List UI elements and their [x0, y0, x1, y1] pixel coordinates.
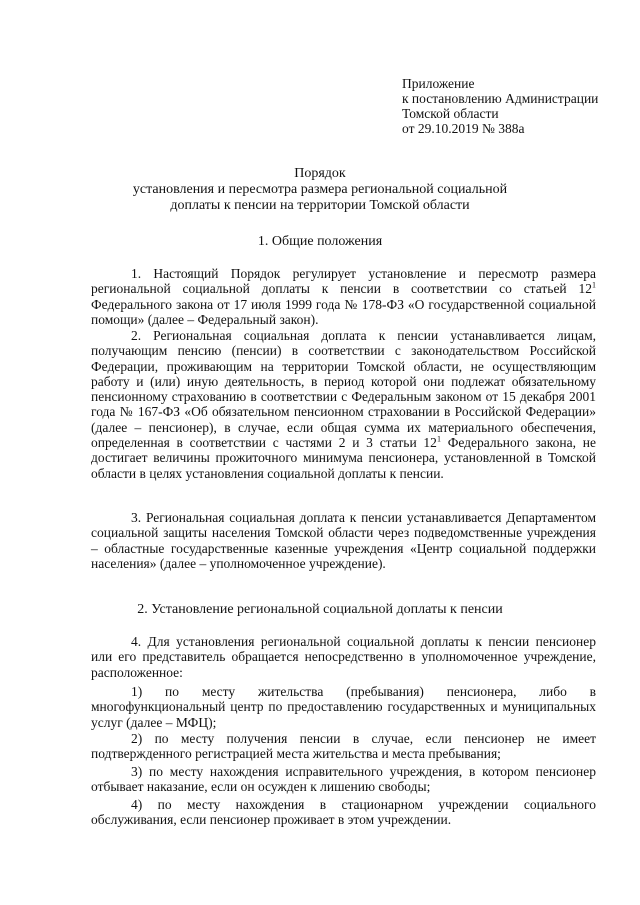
list-item-2: 2) по месту получения пенсии в случае, если пенсионер не имеет подтвержденного регистрацией места жительства и места пребывания; — [91, 731, 596, 762]
appendix-line-2: к постановлению Администрации — [402, 91, 599, 106]
appendix-line-4: от 29.10.2019 № 388а — [402, 121, 525, 136]
paragraph-4: 4. Для установления региональной социальной доплаты к пенсии пенсионер или его представитель обращается непосредственно в уполномоченное учреждение, расположенное: — [91, 634, 596, 680]
document-title: Порядок — [294, 166, 346, 181]
document-subtitle-line-1: установления и пересмотра размера региональной социальной — [132, 182, 508, 197]
paragraph-1-text-a: 1. Настоящий Порядок регулирует установление и пересмотр размера региональной социальной доплаты к пенсии в соответствии со статьей 12 — [91, 266, 596, 297]
section-1-heading: 1. Общие положения — [257, 234, 383, 249]
appendix-line-1: Приложение — [402, 76, 475, 91]
document-subtitle-line-2: доплаты к пенсии на территории Томской области — [170, 198, 470, 213]
list-item-3: 3) по месту нахождения исправительного учреждения, в котором пенсионер отбывает наказание, если он осужден к лишению свободы; — [91, 764, 596, 795]
paragraph-2-sup: 1 — [436, 434, 441, 444]
paragraph-2-text-a: 2. Региональная социальная доплата к пенсии устанавливается лицам, получающим пенсию (пенсии) в соответствии с законодательством Российской Федерации, проживающим на территории Томской области, не осуществляющим работу и (или) иную деятельность, в период которой они подлежат обязательному пенсионному страхованию в соответствии с Федеральным законом от 15 декабря 2001 года № 167-ФЗ «Об обязательном пенсионном страховании в Российской Федерации» (далее – пенсионер), в случае, если общая сумма их материального обеспечения, определенная в соответствии с частями 2 и 3 статьи 12 — [91, 328, 596, 451]
appendix-line-3: Томской области — [402, 106, 499, 121]
paragraph-2 — [91, 328, 596, 481]
paragraph-1-text-b: Федерального закона от 17 июля 1999 года № 178-ФЗ «О государственной социальной помощи» (далее – Федеральный закон). — [91, 296, 596, 327]
paragraph-2-text-b: Федерального закона, не достигает величины прожиточного минимума пенсионера, установленной в Томской области в целях установления социальной доплаты к пенсии. — [91, 435, 596, 481]
appendix-block — [402, 76, 598, 136]
paragraph-1 — [91, 266, 596, 327]
section-2-heading: 2. Установление региональной социальной доплаты к пенсии — [137, 602, 503, 617]
list-item-4: 4) по месту нахождения в стационарном учреждении социального обслуживания, если пенсионер проживает в этом учреждении. — [91, 797, 596, 828]
paragraph-1-sup: 1 — [592, 280, 596, 290]
paragraph-3: 3. Региональная социальная доплата к пенсии устанавливается Департаментом социальной защиты населения Томской области через подведомственные учреждения – областные государственные казенные учреждения «Центр социальной поддержки населения» (далее – уполномоченное учреждение). — [91, 510, 596, 571]
list-item-1: 1) по месту жительства (пребывания) пенсионера, либо в многофункциональный центр по предоставлению государственных и муниципальных услуг (далее – МФЦ); — [91, 684, 596, 730]
